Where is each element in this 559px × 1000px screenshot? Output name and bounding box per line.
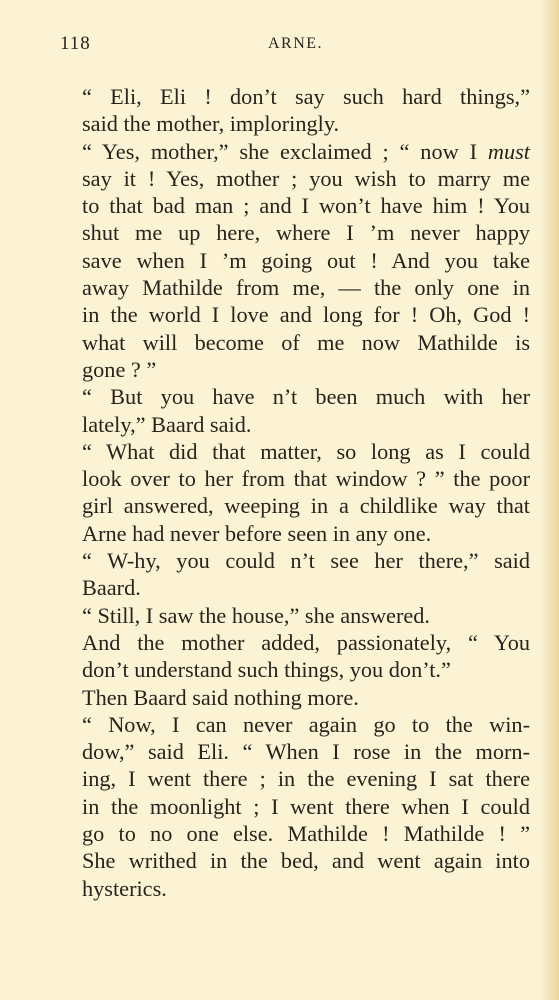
body-text — [58, 83, 530, 902]
text-line: girl answered, weeping in a childlike way that — [82, 493, 530, 519]
text-line-with-emphasis: “ Yes, mother,” she exclaimed ; “ now I must — [82, 138, 530, 164]
text-line: dow,” said Eli. “ When I rose in the morn- — [82, 739, 530, 765]
text-line: She writhed in the bed, and went again into — [82, 848, 530, 874]
text-line: Arne had never before seen in any one. — [82, 520, 432, 546]
paragraph-3 — [58, 383, 530, 438]
text-line: say it ! Yes, mother ; you wish to marry me — [82, 165, 530, 191]
text-line: shut me up here, where I ’m never happy — [82, 220, 530, 246]
text-line: gone ? ” — [82, 356, 157, 382]
text-line: “ Now, I can never again go to the win- — [82, 711, 530, 737]
text-line: don’t understand such things, you don’t.” — [82, 657, 451, 683]
text-line: “ What did that matter, so long as I could — [82, 438, 530, 464]
paragraph-8 — [58, 684, 530, 711]
text-line: hysterics. — [82, 875, 167, 901]
running-title: ARNE. — [268, 35, 324, 52]
text-line: Baard. — [82, 575, 141, 601]
paragraph-5 — [58, 547, 530, 602]
text-line: “ But you have n’t been much with her — [82, 384, 530, 410]
text-line: lately,” Baard said. — [82, 411, 252, 437]
text-line: what will become of me now Mathilde is — [82, 329, 530, 355]
text-line: save when I ’m going out ! And you take — [82, 247, 530, 273]
paragraph-7 — [58, 629, 530, 684]
text-line: away Mathilde from me, — the only one in — [82, 275, 530, 301]
paragraph-4 — [58, 438, 530, 547]
paragraph-9 — [58, 711, 530, 902]
emphasis-word: must — [487, 138, 530, 164]
text-line: Then Baard said nothing more. — [82, 684, 359, 710]
paragraph-6 — [58, 602, 530, 629]
text-line: look over to her from that window ? ” the poor — [82, 466, 530, 492]
page-number: 118 — [60, 33, 91, 54]
text-line: go to no one else. Mathilde ! Mathilde ! ” — [82, 821, 530, 847]
text-line: And the mother added, passionately, “ You — [82, 629, 530, 655]
page-header — [60, 33, 530, 63]
text-line: “ W-hy, you could n’t see her there,” said — [82, 548, 530, 574]
text-line: “ Eli, Eli ! don’t say such hard things,” — [82, 84, 530, 109]
text-line: to that bad man ; and I won’t have him ! You — [82, 193, 530, 219]
text-line: in the moonlight ; I went there when I could — [82, 793, 530, 819]
paragraph-2 — [58, 138, 530, 384]
text-line: in the world I love and long for ! Oh, God ! — [82, 302, 530, 328]
page-edge-shadow — [541, 0, 559, 1000]
paragraph-1 — [58, 83, 530, 138]
text-line: said the mother, imploringly. — [82, 111, 340, 137]
text-line: ing, I went there ; in the evening I sat there — [82, 766, 530, 792]
text-line: “ Still, I saw the house,” she answered. — [82, 602, 430, 628]
